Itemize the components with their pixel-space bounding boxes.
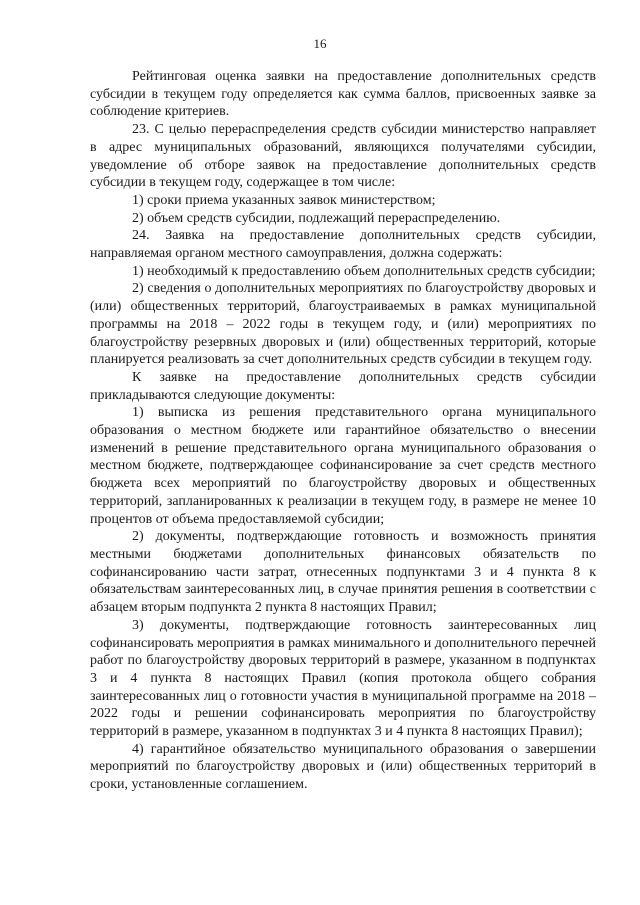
paragraph-item-24-2: 2) сведения о дополнительных мероприятиях по благоустройству дворовых и (или) общественных территорий, благоустраиваемых в рамках муниципальной программы на 2018 – 2022 годы в текущем году, и (или) мероприятиях по благоустройству резервных дворовых и (или) общественных территорий, которые планируется реализовать за счет дополнительных средств субсидии в текущем году. [90, 281, 596, 368]
body-text [90, 68, 596, 794]
paragraph-item-24-1: 1) необходимый к предоставлению объем дополнительных средств субсидии; [132, 263, 596, 279]
paragraph-document-2: 2) документы, подтверждающие готовность и возможность принятия местными бюджетами дополнительных финансовых обязательств по софинансированию части затрат, отнесенных подпунктами 3 и 4 пункта 8 к обязательствам заинтересованных лиц, в случае принятия решения в соответствии с абзацем вторым подпункта 2 пункта 8 настоящих Правил; [90, 529, 596, 616]
paragraph-item-23-1: 1) сроки приема указанных заявок министерством; [132, 192, 436, 208]
paragraph-item-23-2: 2) объем средств субсидии, подлежащий перераспределению. [132, 210, 501, 226]
paragraph-document-4: 4) гарантийное обязательство муниципального образования о завершении мероприятий по благоустройству дворовых и (или) общественных территорий в сроки, установленные соглашением. [90, 741, 596, 793]
paragraph-item-24: 24. Заявка на предоставление дополнительных средств субсидии, направляемая органом местного самоуправления, должна содержать: [90, 228, 596, 262]
page-number: 16 [313, 36, 327, 51]
paragraph-item-23: 23. С целью перераспределения средств субсидии министерство направляет в адрес муниципальных образований, являющихся получателями субсидии, уведомление об отборе заявок на предоставление дополнительных средств субсидии в текущем году, содержащее в том числе: [90, 122, 596, 191]
paragraph-document-1: 1) выписка из решения представительного органа муниципального образования о местном бюджете или гарантийное обязательство о внесении изменений в решение представительного органа муниципального образования о местном бюджете, подтверждающее софинансирование за счет средств местного бюджета всех мероприятий по благоустройству дворовых и общественных территорий, запланированных к реализации в текущем году, в размере не менее 10 процентов от объема предоставляемой субсидии; [90, 405, 596, 527]
paragraph-rating-score: Рейтинговая оценка заявки на предоставление дополнительных средств субсидии в текущем году определяется как сумма баллов, присвоенных заявке за соблюдение критериев. [90, 69, 596, 120]
paragraph-attached-documents: К заявке на предоставление дополнительных средств субсидии прикладываются следующие документы: [90, 369, 596, 403]
paragraph-document-3: 3) документы, подтверждающие готовность заинтересованных лиц софинансировать мероприятия в рамках минимального и дополнительного перечней работ по благоустройству дворовых территорий в размере, указанном в подпунктах 3 и 4 пункта 8 настоящих Правил (копия протокола общего собрания заинтересованных лиц о готовности участия в муниципальной программе на 2018 – 2022 годы и решении софинансировать мероприятия по благоустройству территорий в размере, указанном в подпунктах 3 и 4 пункта 8 настоящих Правил); [90, 617, 596, 740]
